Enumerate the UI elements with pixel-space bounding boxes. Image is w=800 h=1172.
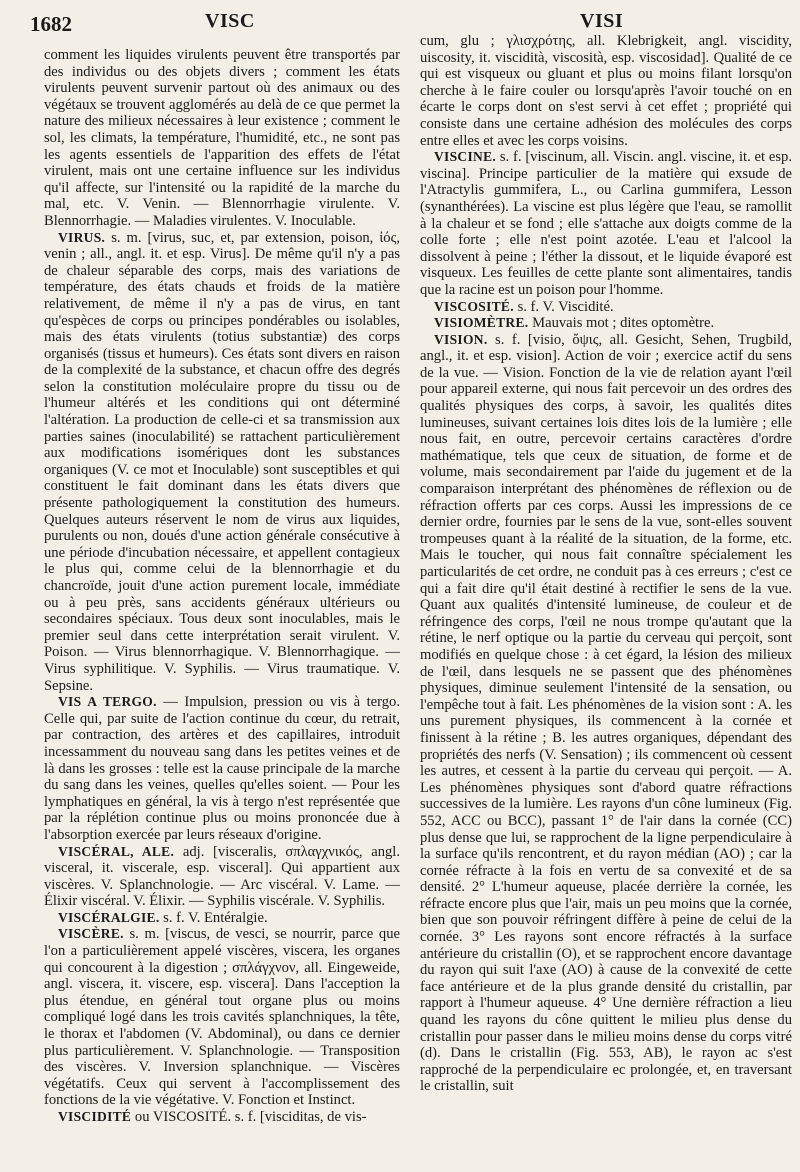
right-column — [420, 33, 792, 1168]
entry-vision — [420, 332, 792, 1095]
guide-word-right: VISI — [580, 10, 624, 32]
left-column — [44, 47, 400, 1168]
page-number: 1682 — [30, 12, 72, 36]
definition: — Impulsion, pression ou vis à tergo. Celle qui, par suite de l'action continue du cœur, du retrait, par contraction, des artères et des capillaires, introduit incessamment du nouveau sang dans les petites veines et de là dans les grosses : telle est la cause principale de la marche du sang dans les veines, quelles qu'elles soient. — Pour les lymphatiques en général, la vis à tergo n'est représentée que par la réplétion continue plus ou moins prononcée due à l'absorption exercée par leurs réseaux d'origine. — [44, 694, 400, 843]
guide-word-left: VISC — [205, 10, 255, 32]
headword: VISCÈRE. — [58, 926, 124, 942]
headword: VISCINE. — [434, 149, 497, 165]
definition: s. f. [visio, ὄψις, all. Gesicht, Sehen, Trugbild, angl., it. et esp. vision]. Action de voir ; exercice actif du sens de la vue. — Vision. Fonction de la vie de relation ayant l'œil pour appareil externe, qui nous fait percevoir un des ordres des qualités physiques des corps, à savoir, les qualités dites lumineuses, suivant certaines lois dites lois de la lumière ; elle nous fait, en outre, percevoir certains caractères d'ordre mathématique, tels que ceux de situation, de forme et de volume, mais secondairement par l'aide du jugement et de la comparaison interprétant des phénomènes de réflexion ou de réfraction offerts par ces corps. Aussi les impressions de ce dernier ordre, fournies par le sens de la vue, sont-elles souvent trompeuses quant à la réalité de la situation, de la forme, etc. Mais le toucher, qui nous fait connaître spécialement les particularités de cet ordre, ne conduit pas à ces erreurs ; c'est ce qui a fait dire qu'il était destiné à rectifier le sens de la vue. Quant aux qualités d'intensité lumineuse, de couleur et de réfringence des corps, l'œil ne nous trompe qu'autant que la rétine, le nerf optique ou la partie du cerveau qui perçoit, sont modifiés en quelque chose : à cet égard, la lésion des milieux de l'œil, dans lesquels ne se passent que des phénomènes physiques, diminue seulement l'intensité de la sensation, ou l'empêche tout à fait. Les phénomènes de la vision sont : A. les uns purement physiques, ils commencent à la cornée et finissent à la rétine ; B. les autres organiques, dépendant des propriétés des nerfs (V. Sensation) ; ils commencent où cessent les autres, et cessent à la partie du cerveau qui perçoit. — A. Les phénomènes physiques sont d'abord quatre réfractions successives de la lumière. Les rayons d'un cône lumineux (Fig. 552, ACC ou BCC), passant 1° de l'air dans la cornée (CC) plus dense que lui, se rapprochent de la ligne perpendiculaire à la surface qu'ils rencontrent, et du rayon médian (AO) ; car la cornée réfracte à la fois en vertu de sa convexité et de sa densité. 2° L'humeur aqueuse, placée derrière la cornée, les réfracte encore plus que l'air, mais un peu moins que la cornée, bien que son pouvoir réfringent diffère à peine de celui de la cornée. 3° Les rayons sont encore réfractés à la surface antérieure du cristallin (O), et se rapprochent encore davantage du rayon qui suit l'axe (AO) à cause de la convexité de cette face antérieure et de la plus grande densité du cristallin, par rapport à l'humeur aqueuse. 4° Une dernière réfraction a lieu quand les rayons du cône quittent le milieu plus dense du cristallin pour passer dans le milieu moins dense du corps vitré (d). Dans le cristallin (Fig. 553, AB), le rayon ac s'est rapproché de la perpendiculaire ec prolongée, et, en traversant le cristallin, suit — [420, 331, 792, 1095]
headword: VISCÉRAL, ALE. — [58, 843, 175, 859]
definition: s. f. [viscinum, all. Viscin. angl. viscine, it. et esp. viscina]. Principe particulier de la matière qui exsude de l'Atractylis gummifera, L., ou Carlina gummifera, Lesson (synanthérées). La viscine est plus légère que l'eau, se ramollit à la chaleur et se fond ; elle s'attache aux doigts comme de la colle forte ; elle n'est point azotée. L'eau et l'alcool la dissolvent à peine ; l'éther la dissout, et le liquide évaporé est visqueux. Les feuilles de cette plante sont alimentaires, tandis que la racine est un poison pour l'homme. — [420, 149, 792, 298]
definition: adj. [visceralis, σπλαγχνικός, angl. visceral, it. viscerale, esp. visceral]. Qui appartient aux viscères. V. Splanchnologie. — Arc viscéral. V. Lame. — Élixir viscéral. V. Élixir. — Syphilis viscérale. V. Syphilis. — [44, 843, 400, 910]
definition: ou VISCOSITÉ. s. f. [visciditas, de vis- — [134, 1109, 367, 1125]
headword: VISION. — [434, 331, 488, 347]
entry-viscine — [420, 149, 792, 298]
definition: s. f. V. Entéralgie. — [163, 909, 268, 926]
entry-visceral — [44, 844, 400, 910]
headword: VISCOSITÉ. — [434, 298, 514, 314]
headword: VISCIDITÉ — [58, 1109, 132, 1124]
entry-viscere — [44, 926, 400, 1109]
entry-visiometre — [420, 315, 792, 332]
headword: VIRUS. — [58, 229, 106, 245]
entry-continuation: cum, glu ; γλισχρότης, all. Klebrigkeit, angl. viscidity, uiscosity, it. viscidità, viscosità, esp. viscosidad]. Qualité de ce qui est visqueux ou gluant et plus ou moins filant lorsqu'on cherche à le faire couler ou lorsqu'après l'avoir touché on en écarte le corps dont on s'est servi à cet effet ; propriété qui consiste dans une certaine adhésion des molécules des corps entre elles et avec les corps voisins. — [420, 33, 792, 149]
entry-continuation: comment les liquides virulents peuvent être transportés par des individus ou des objets divers ; comment les états virulents peuvent survenir partout où des animaux ou des végétaux se trouvent agglomérés au delà de ce que permet la nature des milieux nécessaires à leur existence ; comment le sol, les climats, la température, l'humidité, etc., ne sont pas les agents essentiels de l'apparition des effets de l'état virulent, mais ont une certaine influence sur les individus qu'il affecte, sur l'intensité ou la rapidité de la marche du mal, etc. V. Venin. — Blennorrhagie virulente. V. Blennorrhagie. — Maladies virulentes. V. Inoculable. — [44, 47, 400, 229]
headword: VIS A TERGO. — [58, 694, 157, 710]
entry-viscidite — [44, 1109, 400, 1126]
entry-vis-a-tergo — [44, 694, 400, 843]
entry-visceralgie — [44, 910, 400, 927]
headword: VISIOMÈTRE. — [434, 315, 529, 331]
definition: s. m. [viscus, de vesci, se nourrir, parce que l'on a particulièrement appelé viscères, viscera, les organes qui concourent à la digestion ; σπλάγχνον, all. Eingeweide, angl. viscera, it. viscere, esp. viscera]. Dans l'acception la plus étendue, en général tout organe plus ou moins compliqué logé dans les trois cavités splanchniques, la tête, le thorax et l'abdomen (V. Abdominal), ou dans ce dernier plus particulièrement. V. Splanchnologie. — Transposition des viscères. V. Inversion splanchnique. — Viscères végétatifs. Ceux qui servent à l'accomplissement des fonctions de la vie végétative. V. Fonction et Instinct. — [44, 926, 400, 1109]
definition: s. m. [virus, suc, et, par extension, poison, ἰός, venin ; all., angl. it. et esp. Virus]. De même qu'il n'y a pas de chaleur séparable des corps, mais des variations de température, des états chauds et froids de la matière relativement, de même il n'y a pas de virus, en tant qu'espèces de corps ou principes pondérables ou isolables, mais des états virulents (totius substantiæ) des corps organisés (tissus et humeurs). Ces états sont divers en raison de la complexité de la substance, et chacun offre des degrés selon la constitution moléculaire propre du tissu ou de l'humeur altérés et les conditions qui ont déterminé l'altération. La production de celle-ci et sa transmission aux parties saines (inoculabilité) se rattachent particulièrement aux modifications isomériques dont les substances organiques (V. ce mot et Inoculable) sont susceptibles et qui constituent le fait dominant dans les états divers que présente pathologiquement la constitution des humeurs. Quelques auteurs réservent le nom de virus aux liquides, purulents ou non, doués d'une action générale consécutive à une période d'incubation nécessaire, et appellent contagieux le plus qui, comme celui de la blennorrhagie et du chancroïde, jouit d'une action purement locale, immédiate ou à peu près, sans accidents généraux ultérieurs ou secondaires spéciaux. Tous deux sont inoculables, mais le premier seul dans cette interprétation serait virulent. V. Poison. — Virus blennorrhagique. V. Blennorrhagique. — Virus syphilitique. V. Syphilis. — Virus traumatique. V. Sepsine. — [44, 229, 400, 694]
headword: VISCÉRALGIE. — [58, 909, 160, 925]
entry-virus — [44, 230, 400, 695]
definition: Mauvais mot ; dites optomètre. — [532, 315, 715, 332]
entry-viscosite — [420, 299, 792, 316]
definition: s. f. V. Viscidité. — [517, 298, 614, 315]
